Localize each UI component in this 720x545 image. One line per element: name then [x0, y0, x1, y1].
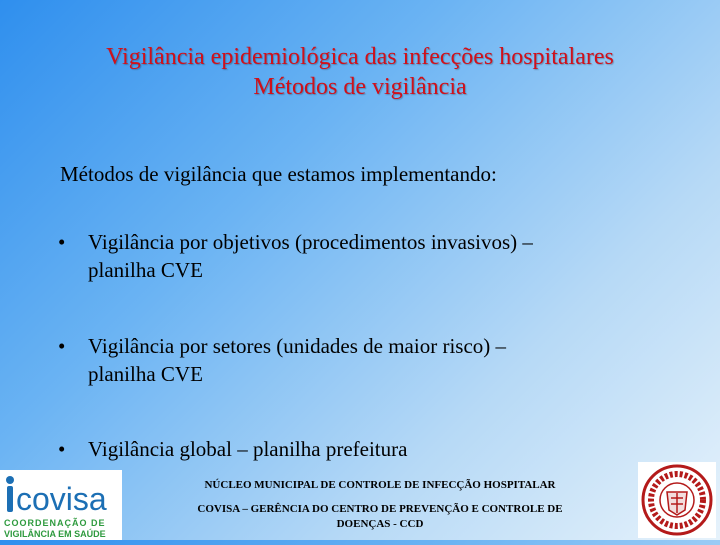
bullet-icon: • — [58, 437, 66, 461]
bullet-item-global — [58, 435, 668, 463]
covisa-wordmark: covisa — [16, 481, 107, 517]
footer-org-name: NÚCLEO MUNICIPAL DE CONTROLE DE INFECÇÃO HOSPITALAR — [204, 479, 556, 491]
bullet-icon: • — [58, 334, 66, 358]
municipal-seal-icon — [638, 462, 716, 538]
bullet-icon: • — [58, 230, 66, 254]
bullet-text-line1: Vigilância por setores (unidades de maior risco) – — [88, 334, 507, 358]
seal-graphic — [638, 462, 716, 538]
bullet-text-line2: planilha CVE — [88, 258, 203, 282]
intro-text: Métodos de vigilância que estamos implementando: — [60, 162, 497, 186]
bullet-text-line2: planilha CVE — [88, 362, 203, 386]
slide-title — [0, 42, 720, 102]
covisa-logo — [0, 470, 122, 540]
footer-department-line2: DOENÇAS - CCD — [336, 518, 424, 530]
bullet-text-line1: Vigilância por objetivos (procedimentos invasivos) – — [88, 230, 533, 254]
bullet-list — [58, 228, 668, 463]
covisa-logo-graphic — [0, 470, 122, 540]
footer-department-line1: COVISA – GERÊNCIA DO CENTRO DE PREVENÇÃO E CONTROLE DE — [197, 503, 563, 515]
covisa-tagline-2: VIGILÂNCIA EM SAÚDE — [4, 529, 106, 539]
bullet-text-line1: Vigilância global – planilha prefeitura — [88, 437, 408, 461]
title-line-2: Métodos de vigilância — [253, 74, 467, 100]
title-line-1: Vigilância epidemiológica das infecções hospitalares — [106, 44, 614, 70]
bullet-item-objetivos — [58, 228, 668, 284]
footer-department — [150, 502, 610, 532]
bullet-item-setores — [58, 332, 668, 388]
covisa-tagline-1: COORDENAÇÃO DE — [4, 518, 106, 528]
